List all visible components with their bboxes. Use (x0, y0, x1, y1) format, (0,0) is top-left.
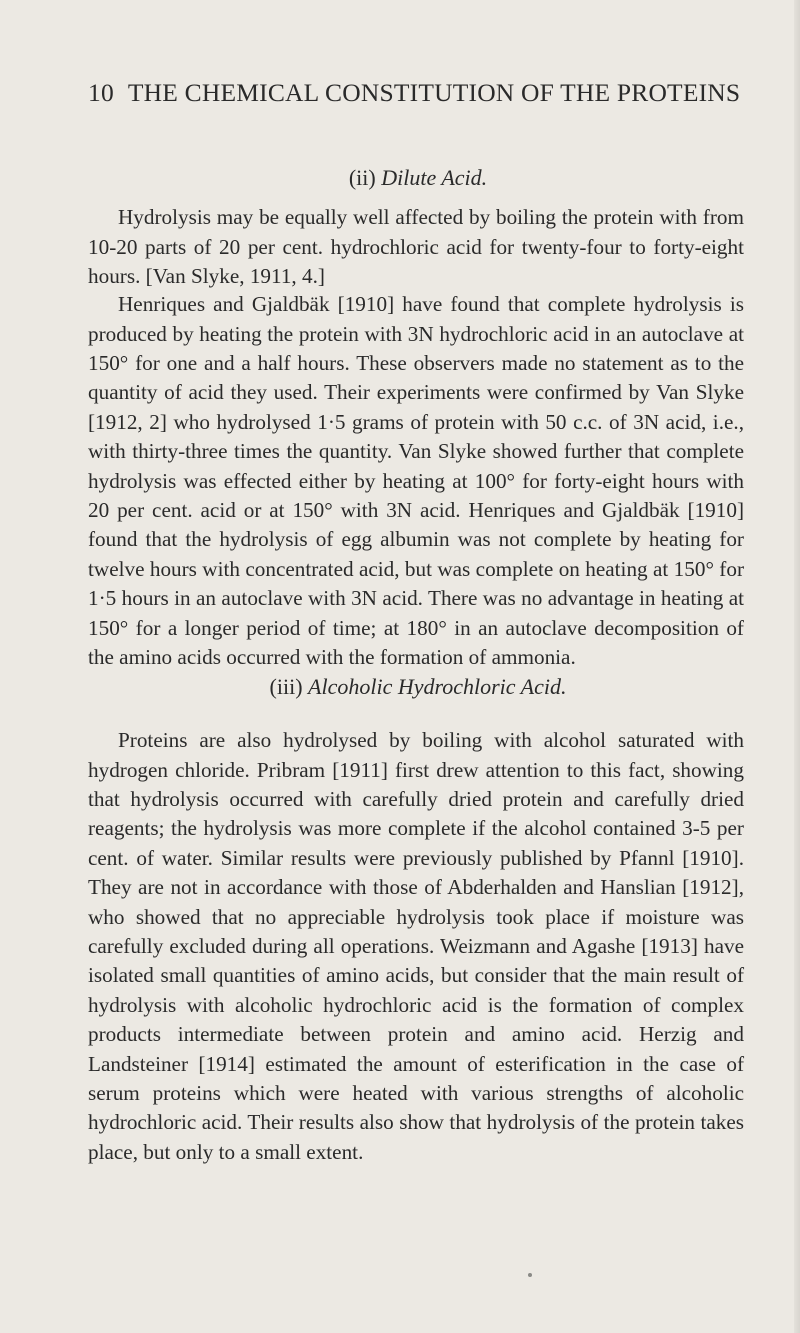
paragraph-hydrolysis-dilute: Hydrolysis may be equally well affected by boiling the protein with from 10-20 parts of 20 per cent. hydrochloric acid for twenty-four to forty-eight hours. [Van Slyke, 1911, 4.] (88, 205, 744, 288)
section-title: Dilute Acid. (381, 165, 488, 190)
section-number: (ii) (348, 165, 376, 190)
page-number: 10 (88, 78, 114, 107)
section-title: Alcoholic Hydrochloric Acid. (308, 674, 567, 699)
section-number: (iii) (269, 674, 303, 699)
running-title: THE CHEMICAL CONSTITUTION OF THE PROTEINS (127, 78, 741, 107)
paper-speck (528, 1273, 532, 1277)
section-heading-dilute-acid (88, 165, 748, 191)
paragraph-henriques-gjaldbak: Henriques and Gjaldbäk [1910] have found that complete hydrolysis is produced by heating the protein with 3N hydrochloric acid in an autoclave at 150° for one and a half hours. These observers made no statement as to the quantity of acid they used. Their experiments were confirmed by Van Slyke [1912, 2] who hydrolysed 1·5 grams of protein with 50 c.c. of 3N acid, i.e., with thirty-three times the quantity. Van Slyke showed further that complete hydrolysis was effected either by heating at 100° for forty-eight hours with 20 per cent. acid or at 150° with 3N acid. Henriques and Gjaldbäk [1910] found that the hydrolysis of egg albumin was not complete by heating for twelve hours with concentrated acid, but was complete on heating at 150° for 1·5 hours in an autoclave with 3N acid. There was no advantage in heating at 150° for a longer period of time; at 180° in an autoclave decomposition of the amino acids occurred with the formation of ammonia. (88, 292, 744, 670)
running-head (88, 78, 748, 108)
page-edge-shadow (794, 0, 800, 1333)
section-heading-alcoholic-hcl (88, 674, 748, 700)
paragraph-alcoholic-hydrolysis: Proteins are also hydrolysed by boiling with alcohol saturated with hydrogen chloride. Pribram [1911] first drew attention to this fact, showing that hydrolysis occurred with carefully dried protein and carefully dried reagents; the hydrolysis was more complete if the alcohol contained 3-5 per cent. of water. Similar results were previously published by Pfannl [1910]. They are not in accordance with those of Abderhalden and Hanslian [1912], who showed that no appreciable hydrolysis took place if moisture was carefully excluded during all operations. Weizmann and Agashe [1913] have isolated small quantities of amino acids, but consider that the main result of hydrolysis with alcoholic hydrochloric acid is the formation of complex products intermediate between protein and amino acid. Herzig and Landsteiner [1914] estimated the amount of esterification in the case of serum proteins which were heated with various strengths of alcoholic hydrochloric acid. Their results also show that hydrolysis of the protein takes place, but only to a small extent. (88, 728, 744, 1164)
